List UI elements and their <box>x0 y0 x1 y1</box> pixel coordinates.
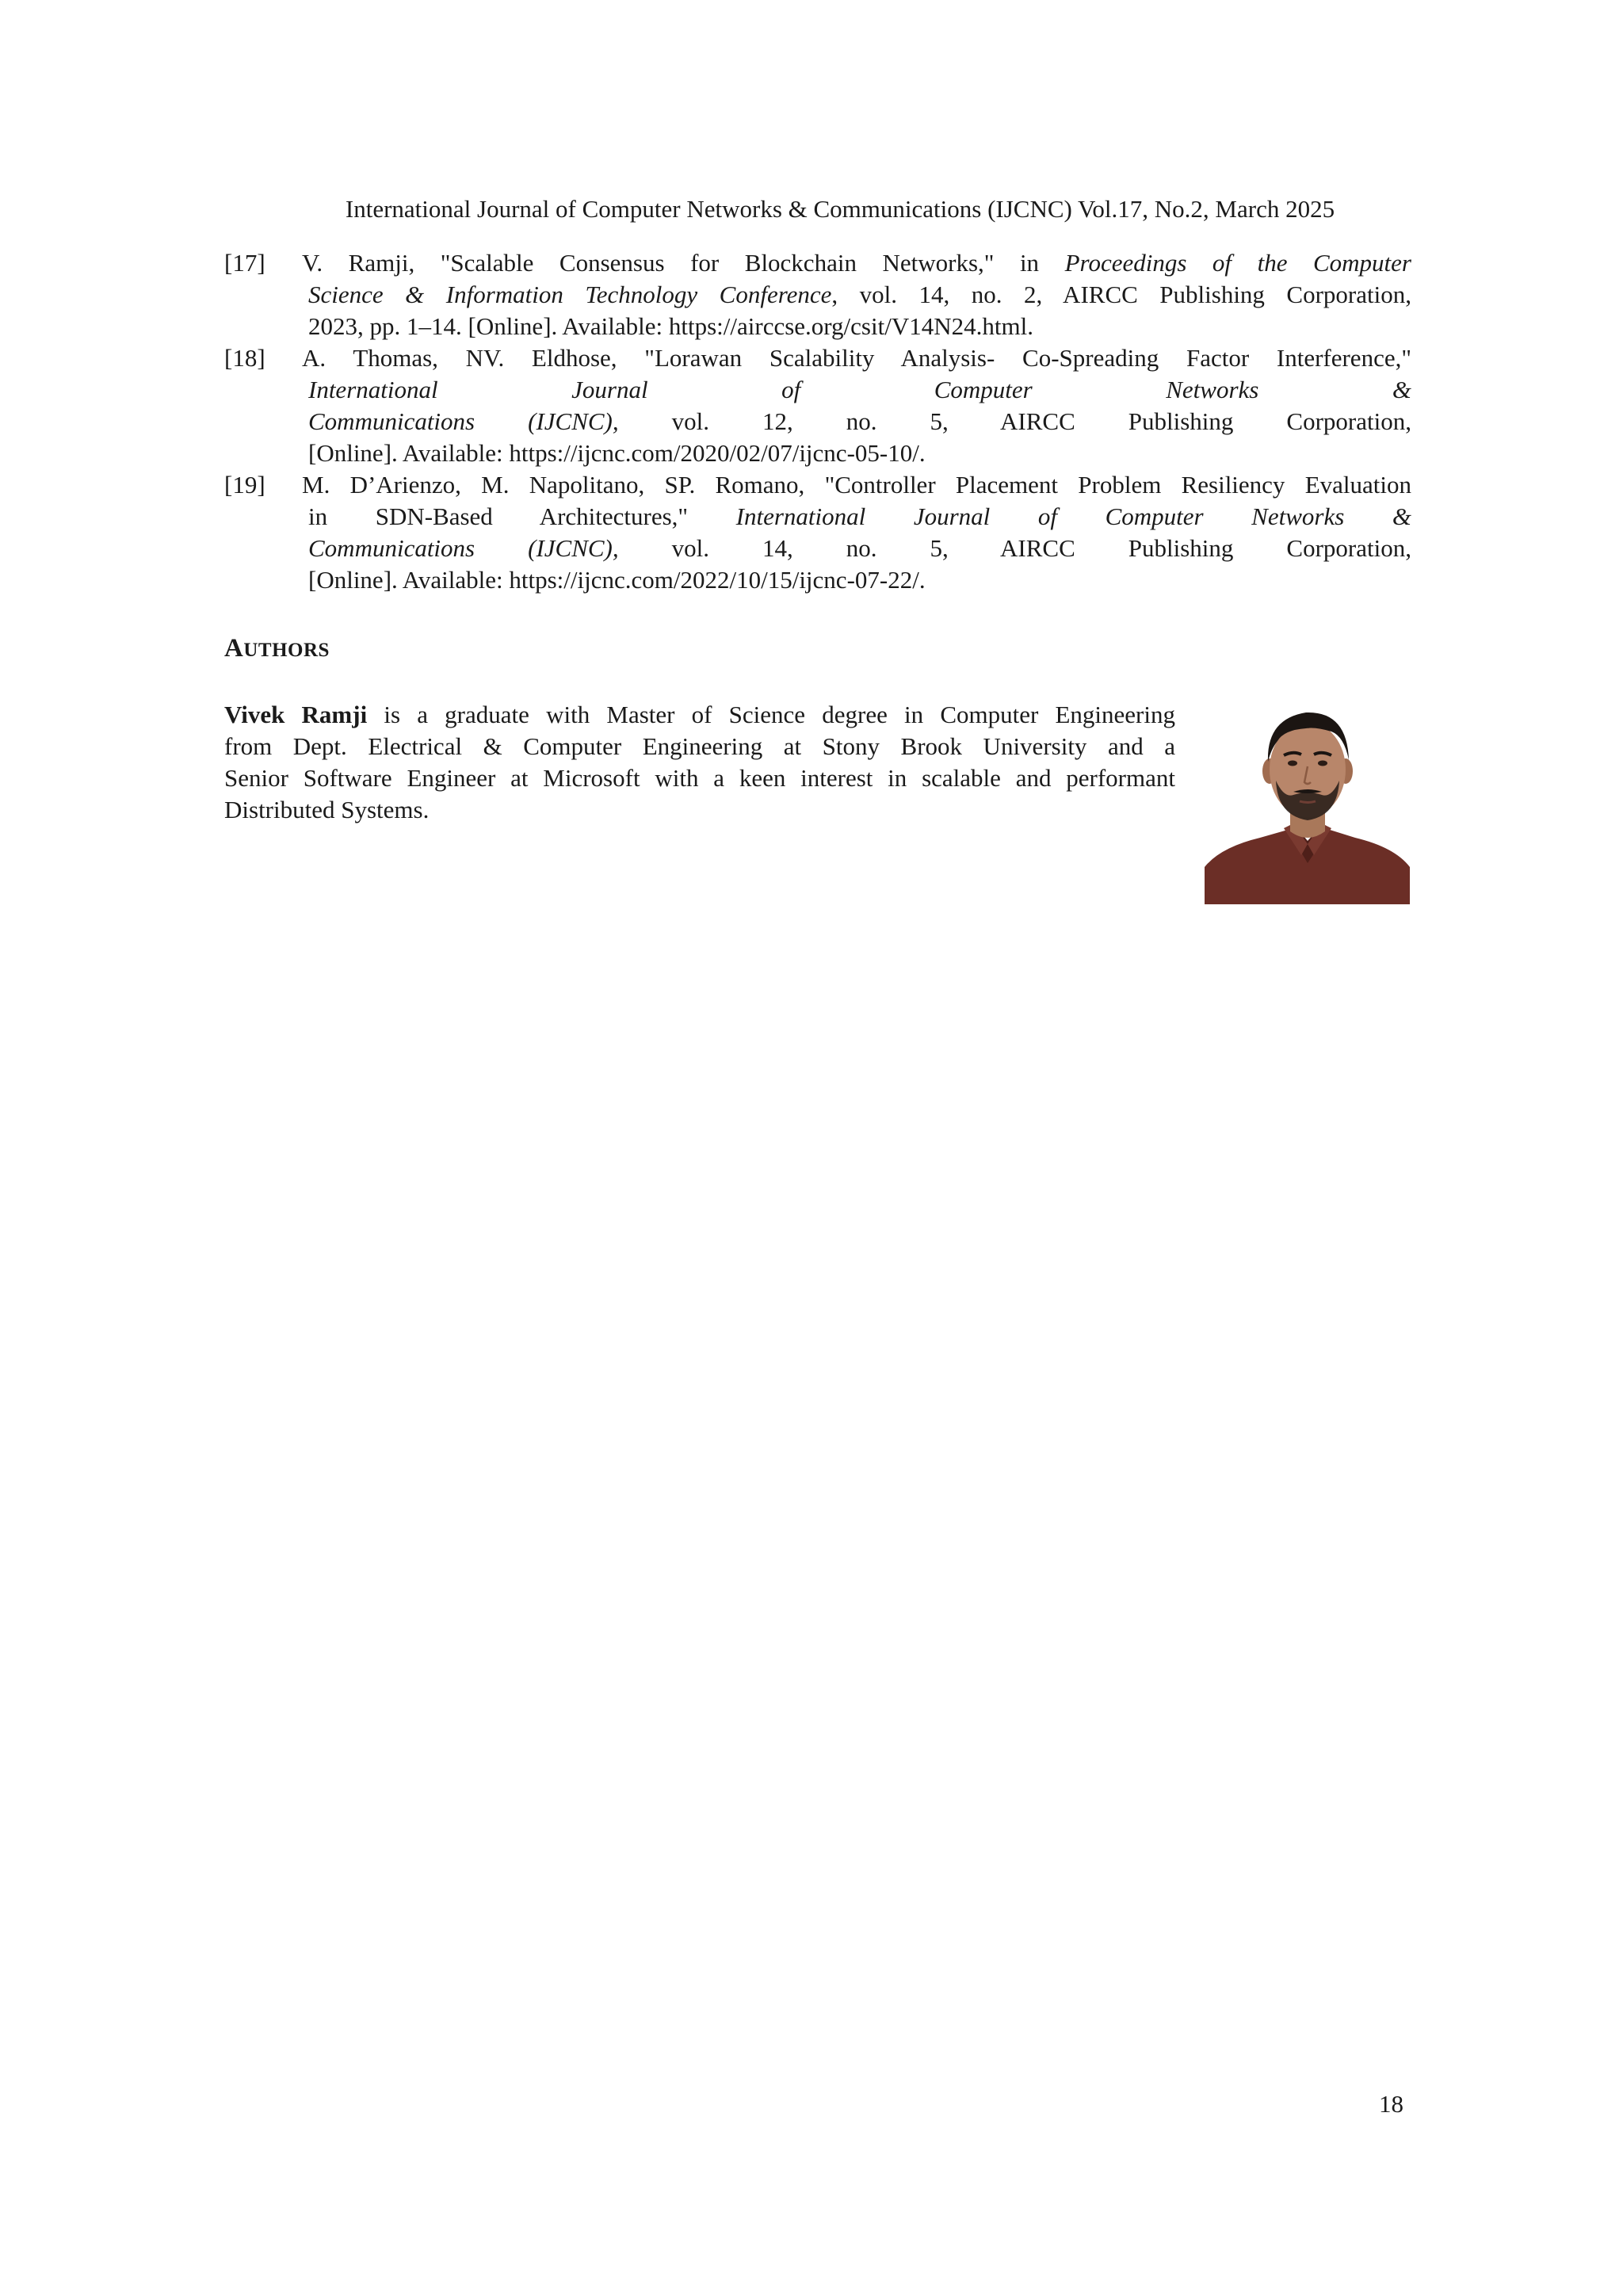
reference-line <box>302 374 1411 406</box>
section-heading-authors <box>224 632 330 667</box>
reference-text: vol. 14, no. 5, AIRCC Publishing Corporation, <box>618 534 1411 562</box>
reference-line <box>302 533 1411 564</box>
reference-19 <box>224 469 1411 596</box>
reference-number: [19] <box>224 471 265 499</box>
author-name: Vivek Ramji <box>224 701 368 728</box>
reference-line <box>302 564 1411 596</box>
bio-line: from Dept. Electrical & Computer Engineering at Stony Brook University and a <box>224 732 1175 760</box>
reference-venue: Communications (IJCNC), <box>308 407 619 435</box>
author-bio <box>224 699 1175 826</box>
bio-line: Distributed Systems. <box>224 796 430 823</box>
reference-line <box>302 279 1411 311</box>
bio-line <box>224 699 1175 731</box>
reference-venue: International Journal of Computer Networks & <box>308 376 1411 403</box>
reference-line <box>302 342 1411 374</box>
reference-line <box>302 501 1411 533</box>
reference-line <box>302 406 1411 437</box>
reference-text: [Online]. Available: https://ijcnc.com/2022/10/15/ijcnc-07-22/. <box>308 566 926 594</box>
reference-venue: International Journal of Computer Networks & <box>735 502 1411 530</box>
heading-initial: A <box>224 634 244 663</box>
bio-text: is a graduate with Master of Science degree in Computer Engineering <box>367 701 1175 728</box>
reference-list <box>224 247 1411 596</box>
reference-line <box>302 311 1411 342</box>
reference-venue: Science & Information Technology Conference <box>308 281 832 308</box>
reference-17 <box>224 247 1411 342</box>
reference-text: 2023, pp. 1–14. [Online]. Available: https://airccse.org/csit/V14N24.html. <box>308 312 1033 340</box>
reference-number: [17] <box>224 249 265 277</box>
heading-rest: UTHORS <box>243 640 330 661</box>
author-photo <box>1205 705 1410 904</box>
running-header: International Journal of Computer Networks & Communications (IJCNC) Vol.17, No.2, March 2025 <box>345 195 1335 223</box>
reference-text: V. Ramji, "Scalable Consensus for Blockchain Networks," in <box>302 249 1065 277</box>
reference-text: , vol. 14, no. 2, AIRCC Publishing Corporation, <box>831 281 1411 308</box>
reference-line <box>302 469 1411 501</box>
reference-18 <box>224 342 1411 469</box>
reference-venue: Communications (IJCNC), <box>308 534 619 562</box>
reference-line <box>302 437 1411 469</box>
reference-number: [18] <box>224 344 265 372</box>
reference-text: [Online]. Available: https://ijcnc.com/2020/02/07/ijcnc-05-10/. <box>308 439 926 467</box>
reference-text: M. D’Arienzo, M. Napolitano, SP. Romano, "Controller Placement Problem Resiliency Evaluation <box>302 471 1411 499</box>
page-number: 18 <box>1379 2090 1403 2118</box>
bio-line: Senior Software Engineer at Microsoft with a keen interest in scalable and performant <box>224 764 1175 792</box>
reference-venue: Proceedings of the Computer <box>1064 249 1411 277</box>
reference-line <box>302 247 1411 279</box>
reference-text: in SDN-Based Architectures," <box>308 502 736 530</box>
reference-text: A. Thomas, NV. Eldhose, "Lorawan Scalability Analysis- Co-Spreading Factor Interference," <box>302 344 1411 372</box>
reference-text: vol. 12, no. 5, AIRCC Publishing Corporation, <box>618 407 1411 435</box>
